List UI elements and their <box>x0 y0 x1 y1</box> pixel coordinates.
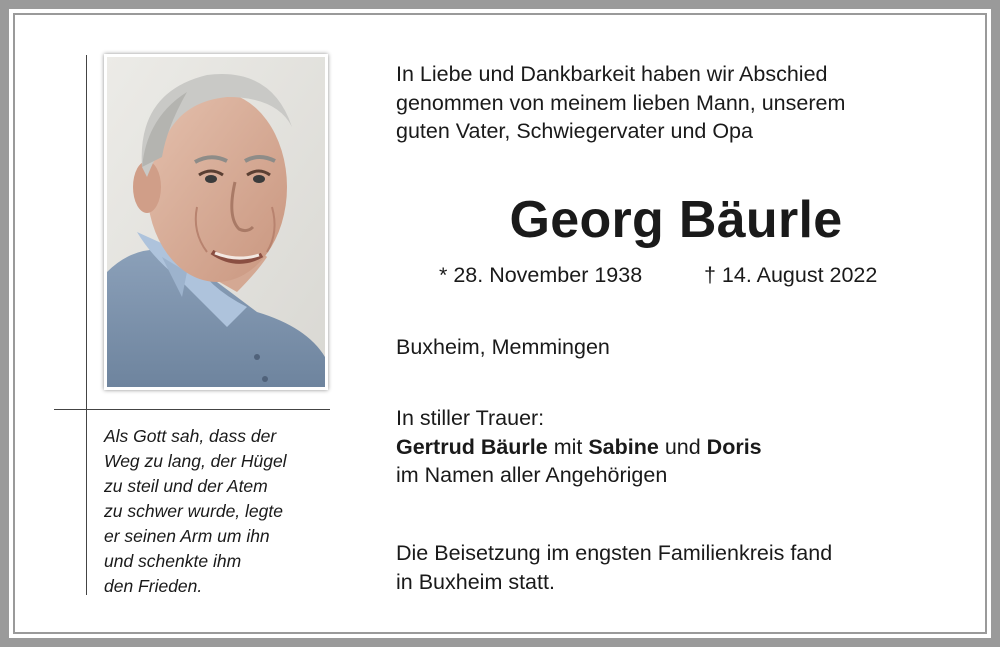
poem-line: den Frieden. <box>104 576 203 596</box>
intro-line: genommen von meinem lieben Mann, unserem <box>396 90 846 115</box>
intro-line: guten Vater, Schwiegervater und Opa <box>396 119 753 143</box>
horizontal-divider <box>54 409 330 410</box>
mourning-heading: In stiller Trauer: <box>396 406 545 430</box>
mourners-line <box>396 433 762 462</box>
place: Buxheim, Memmingen <box>396 335 610 359</box>
mourner-name: Sabine <box>588 434 659 459</box>
mourner-name: Gertrud Bäurle <box>396 434 548 459</box>
poem-line: Als Gott sah, dass der <box>104 426 277 446</box>
deceased-name: Georg Bäurle <box>509 191 843 249</box>
poem-line: zu steil und der Atem <box>104 476 268 496</box>
poem-line: und schenkte ihm <box>104 551 242 571</box>
poem-line: er seinen Arm um ihn <box>104 526 270 546</box>
burial-notice <box>396 539 832 596</box>
mourner-conjunction: und <box>658 434 707 459</box>
poem-line: Weg zu lang, der Hügel <box>104 451 287 471</box>
poem <box>104 424 330 599</box>
mourner-name: Doris <box>706 434 762 459</box>
mourners-block <box>396 404 762 490</box>
mourner-conjunction: mit <box>547 434 589 459</box>
burial-line: in Buxheim statt. <box>396 569 555 594</box>
portrait-photo <box>104 54 328 390</box>
vertical-divider <box>86 55 87 595</box>
birth-date: * 28. November 1938 <box>439 263 643 287</box>
mourning-closing: im Namen aller Angehörigen <box>396 463 668 487</box>
intro-text <box>396 60 845 146</box>
burial-line: Die Beisetzung im engsten Familienkreis fand <box>396 541 833 565</box>
poem-line: zu schwer wurde, legte <box>104 501 283 521</box>
death-date: † 14. August 2022 <box>704 263 878 287</box>
intro-line: In Liebe und Dankbarkeit haben wir Abschied <box>396 62 828 86</box>
